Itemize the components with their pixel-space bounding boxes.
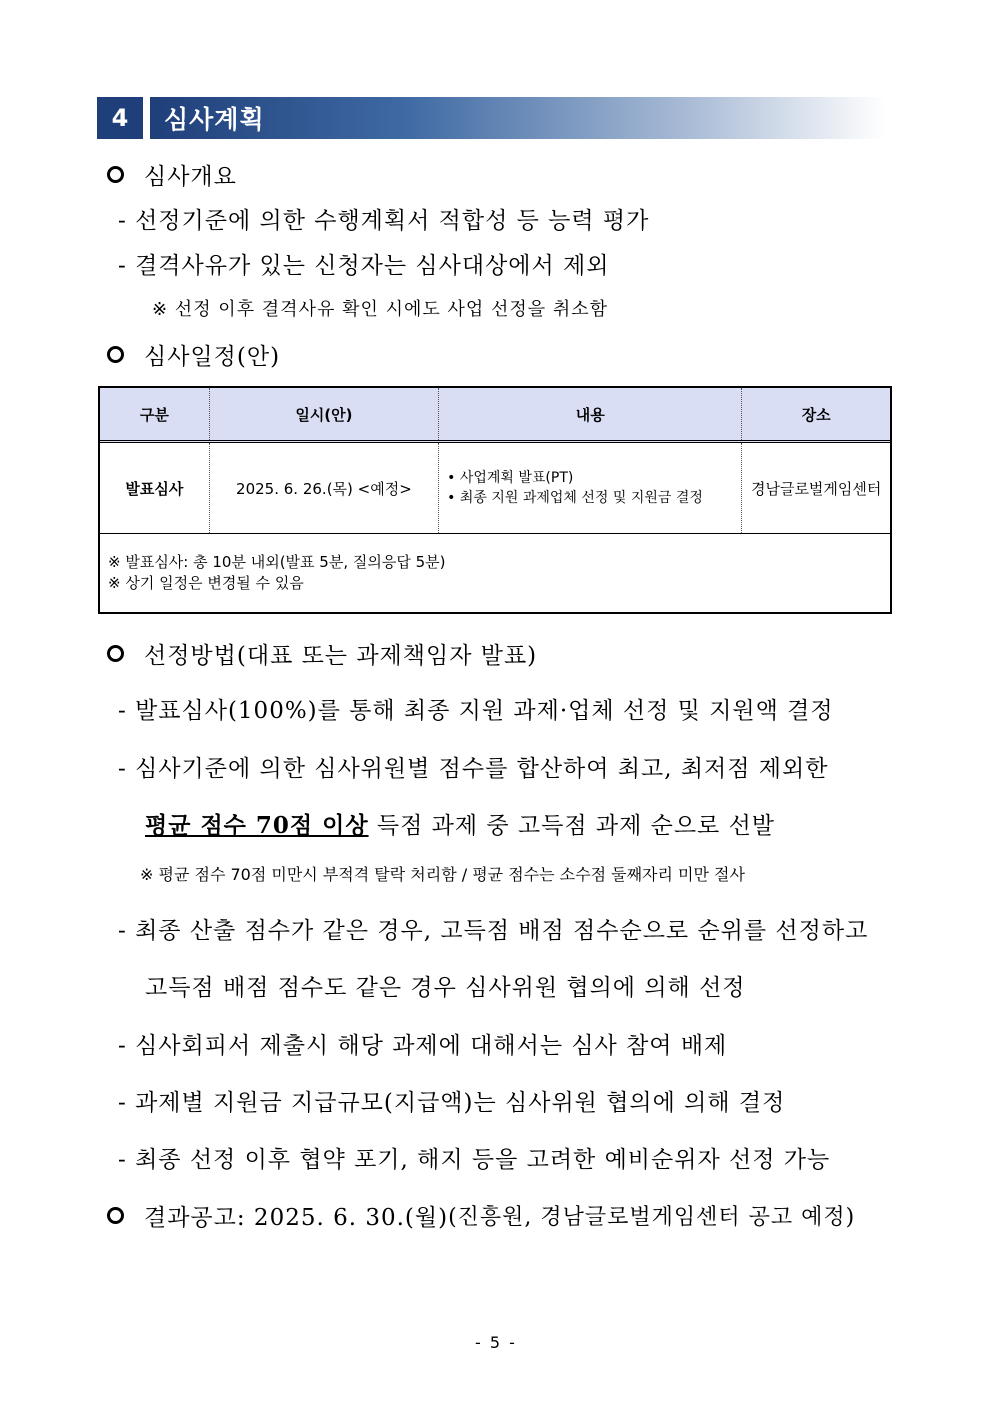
row-content	[439, 443, 742, 533]
section-title: 심사계획	[164, 105, 265, 134]
row-type: 발표심사	[100, 443, 210, 533]
table-header-row	[100, 388, 890, 443]
method-line-3-rest: 득점 과제 중 고득점 과제 순으로 선발	[368, 813, 776, 839]
row-content-item-1: • 사업계획 발표(PT)	[447, 470, 574, 486]
circle-bullet-icon	[107, 346, 124, 363]
row-date: 2025. 6. 26.(목) <예정>	[210, 443, 439, 533]
overview-item-1: - 선정기준에 의한 수행계획서 적합성 등 능력 평가	[118, 208, 650, 234]
result-line	[107, 1199, 855, 1232]
table-note-1: ※ 발표심사: 총 10분 내외(발표 5분, 질의응답 5분)	[108, 553, 446, 571]
page-number: - 5 -	[475, 1333, 517, 1352]
circle-bullet-icon	[107, 166, 124, 183]
table-note-2: ※ 상기 일정은 변경될 수 있음	[108, 574, 304, 592]
header-date: 일시(안)	[210, 388, 439, 440]
schedule-heading: 심사일정(안)	[144, 344, 281, 370]
method-line-6: - 심사회피서 제출시 해당 과제에 대해서는 심사 참여 배제	[118, 1033, 728, 1059]
method-line-4: - 최종 산출 점수가 같은 경우, 고득점 배점 점수순으로 순위를 선정하고	[118, 918, 869, 944]
overview-item-2: - 결격사유가 있는 신청자는 심사대상에서 제외	[118, 253, 610, 279]
result-label: 결과공고: 2025. 6. 30.(월)	[144, 1205, 449, 1231]
method-heading-line	[107, 637, 537, 670]
overview-heading: 심사개요	[144, 164, 237, 190]
method-heading: 선정방법(대표 또는 과제책임자 발표)	[144, 643, 538, 669]
schedule-heading-line	[107, 338, 280, 371]
section-number: 4	[97, 97, 143, 139]
overview-heading-line	[107, 158, 237, 191]
schedule-table	[98, 386, 892, 614]
method-line-1: - 발표심사(100%)를 통해 최종 지원 과제·업체 선정 및 지원액 결정	[118, 698, 834, 724]
method-note: ※ 평균 점수 70점 미만시 부적격 탈락 처리함 / 평균 점수는 소수점 둘째자리 미만 절사	[140, 865, 745, 884]
method-line-7: - 과제별 지원금 지급규모(지급액)는 심사위원 협의에 의해 결정	[118, 1090, 786, 1116]
method-highlight: 평균 점수 70점 이상	[145, 812, 369, 839]
table-row	[100, 443, 890, 534]
table-notes	[100, 534, 890, 612]
circle-bullet-icon	[107, 1207, 124, 1224]
row-place: 경남글로벌게임센터	[750, 479, 882, 498]
overview-note: ※ 선정 이후 결격사유 확인 시에도 사업 선정을 취소함	[152, 299, 609, 320]
method-line-3	[145, 807, 775, 840]
header-content: 내용	[439, 388, 742, 440]
result-detail: (진흥원, 경남글로벌게임센터 공고 예정)	[448, 1205, 856, 1230]
header-place: 장소	[801, 405, 831, 424]
method-line-5: 고득점 배점 점수도 같은 경우 심사위원 협의에 의해 선정	[145, 975, 746, 1001]
method-line-2: - 심사기준에 의한 심사위원별 점수를 합산하여 최고, 최저점 제외한	[118, 756, 829, 782]
row-content-item-2: • 최종 지원 과제업체 선정 및 지원금 결정	[447, 490, 703, 506]
method-line-8: - 최종 선정 이후 협약 포기, 해지 등을 고려한 예비순위자 선정 가능	[118, 1147, 831, 1173]
circle-bullet-icon	[107, 645, 124, 662]
header-type: 구분	[100, 388, 210, 440]
section-title-bar	[150, 97, 885, 139]
